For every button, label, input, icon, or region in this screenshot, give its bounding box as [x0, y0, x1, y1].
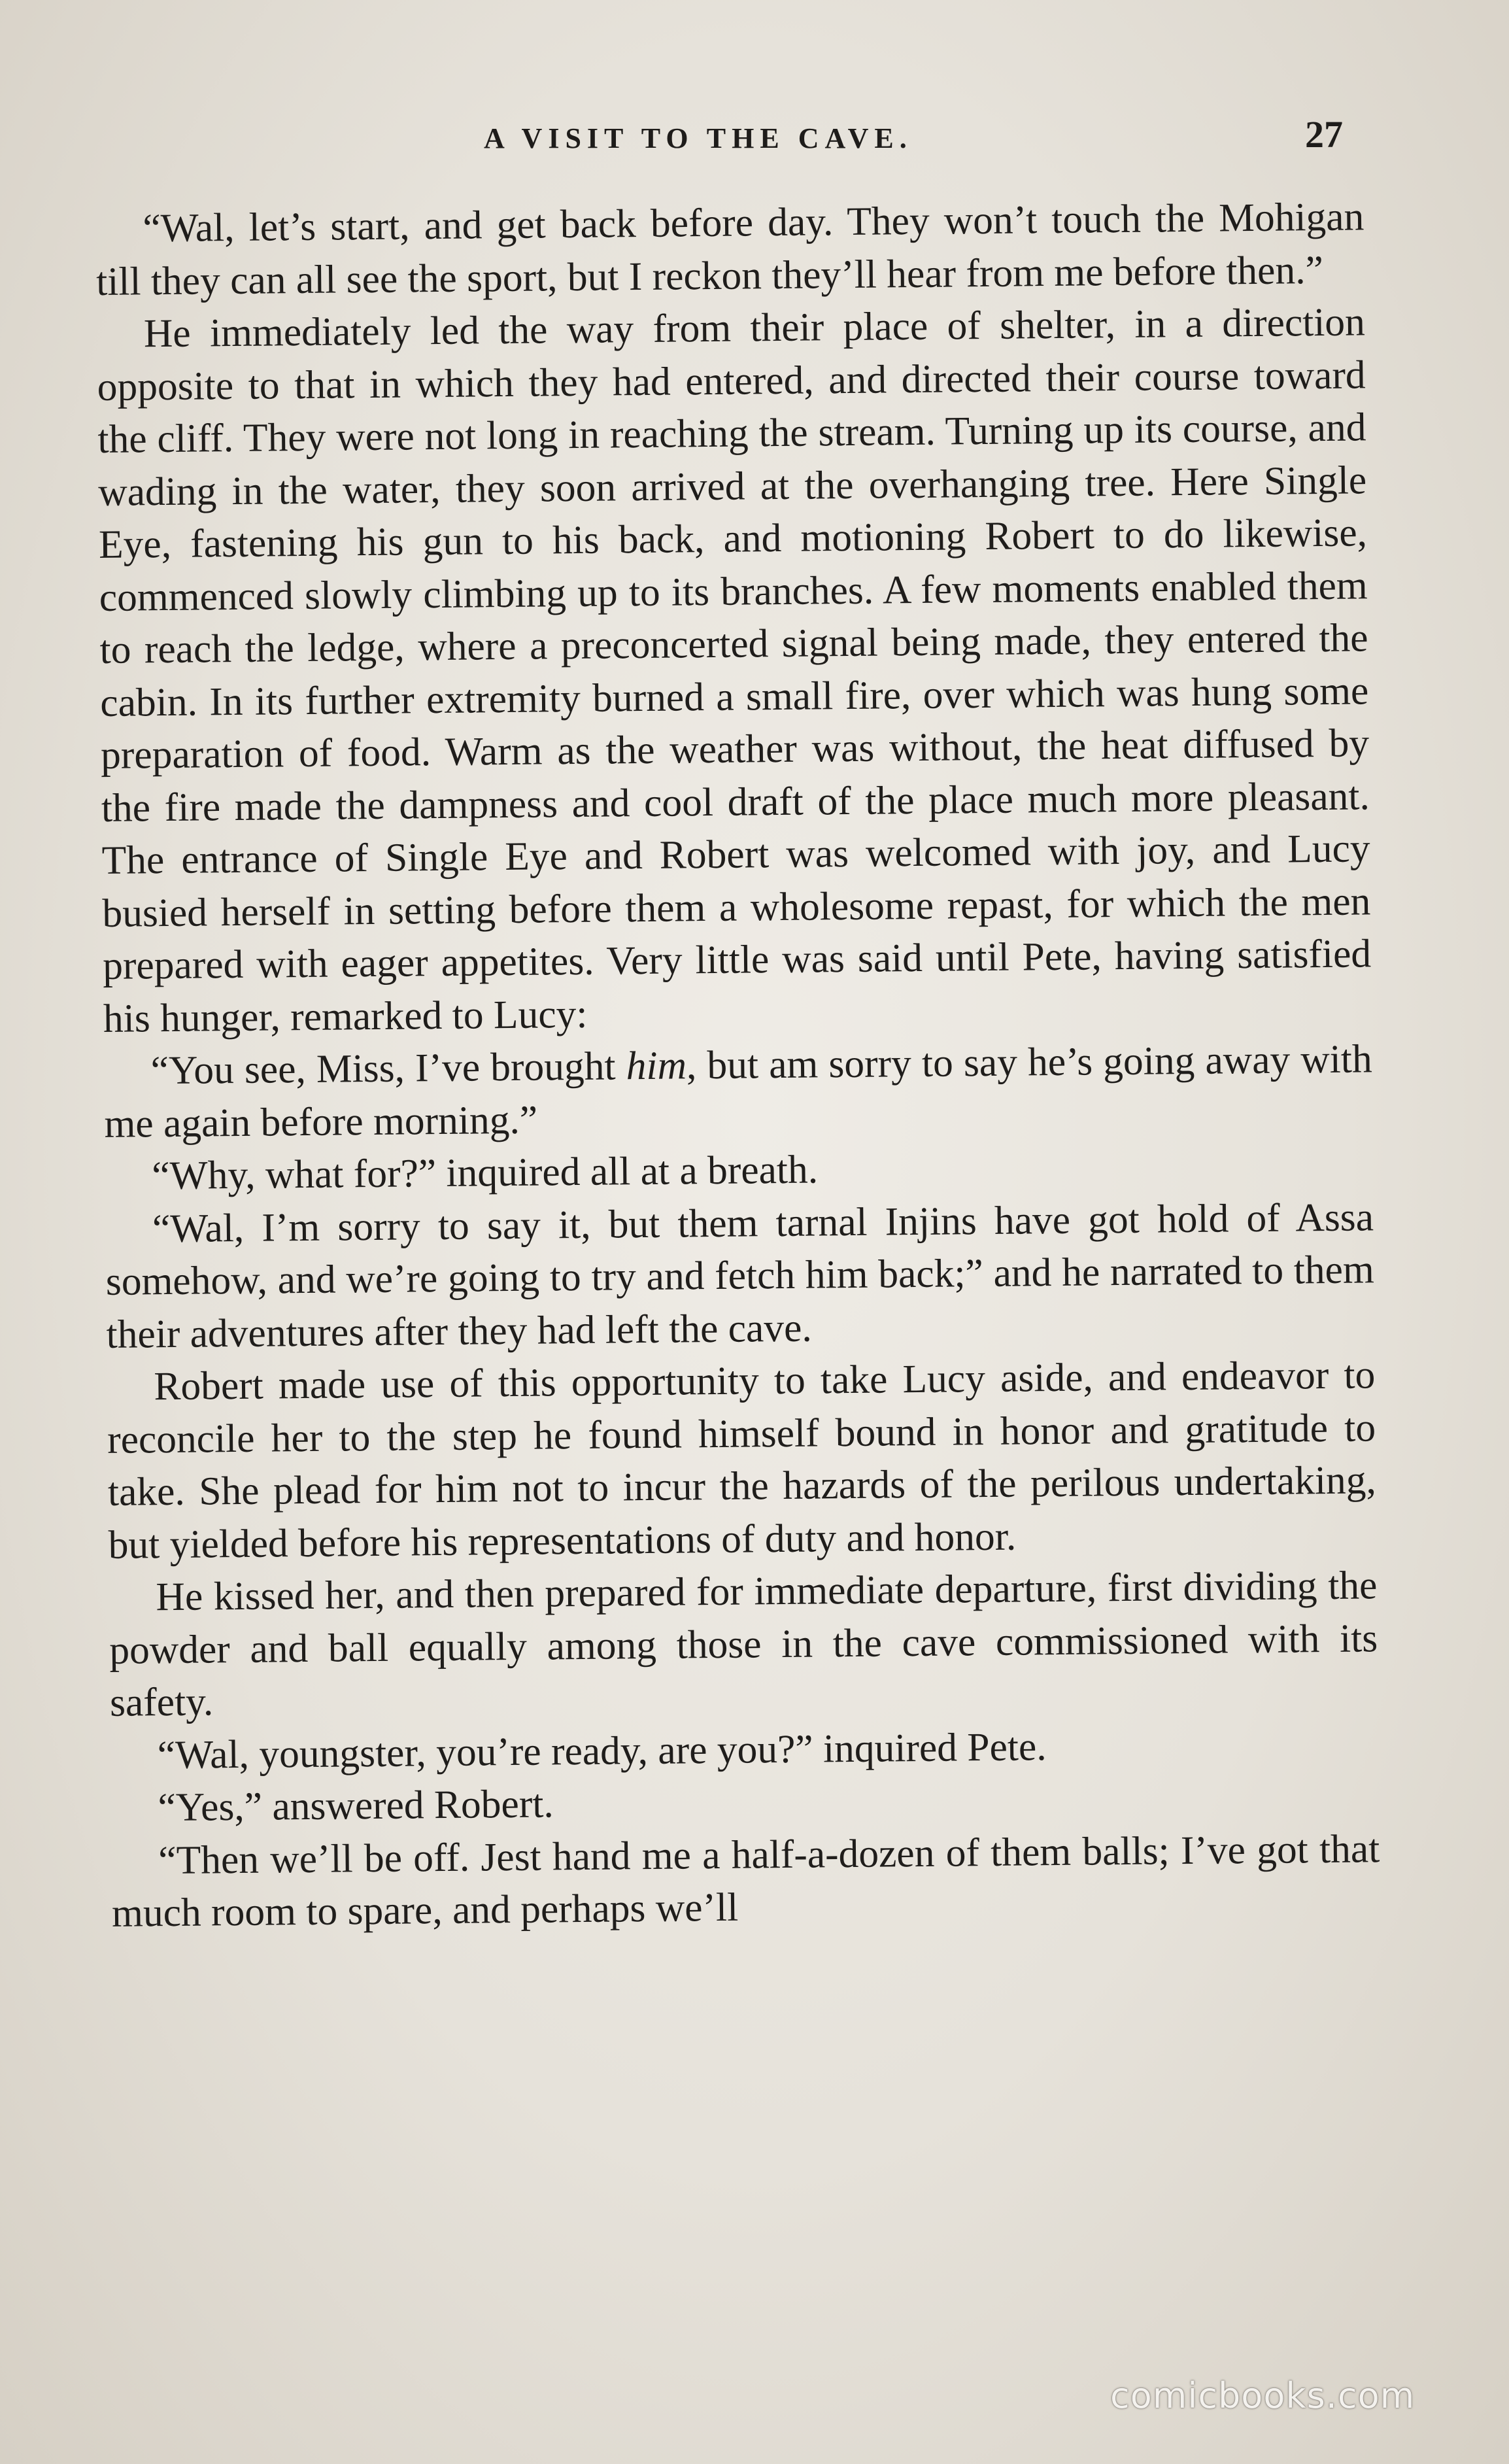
- paragraph-2: He immediately led the way from their place of shelter, in a direction opposite to that in which they had entered, and directed their course toward the cliff. They were not long in reaching the stream. Turning up its course, and wading in the water, they soon arrived at the overhanging tree. Here Single Eye, fastening his gun to his back, and motioning Robert to do likewise, commenced slowly climbing up to its branches. A few moments enabled them to reach the ledge, where a preconcerted signal being made, they entered the cabin. In its further extremity burned a small fire, over which was hung some preparation of food. Warm as the weather was without, the heat diffused by the fire made the dampness and cool draft of the place much more pleasant. The entrance of Single Eye and Robert was welcomed with joy, and Lucy busied herself in setting before them a wholesome repast, for which the men prepared with eager appetites. Very little was said until Pete, having satisfied his hunger, remarked to Lucy:: [97, 299, 1372, 1041]
- page-number: 27: [1305, 113, 1343, 156]
- paragraph-8: “Wal, youngster, you’re ready, are you?” inquired Pete.: [157, 1724, 1047, 1777]
- paragraph-5: “Wal, I’m sorry to say it, but them tarnal Injins have got hold of Assa somehow, and we’re going to try and fetch him back;” and he narrated to them their adventures after they had left the cave.: [105, 1194, 1375, 1357]
- paragraph-10: “Then we’ll be off. Jest hand me a half-a-dozen of them balls; I’ve got that much room to spare, and perhaps we’ll: [111, 1826, 1380, 1936]
- paragraph-7: He kissed her, and then prepared for immediate departure, first dividing the powder and ball equally among those in the cave commissioned with its safety.: [109, 1563, 1378, 1725]
- running-head-title: A VISIT TO THE CAVE.: [484, 122, 913, 154]
- paragraph-6: Robert made use of this opportunity to take Lucy aside, and endeavor to reconcile her to the step he found himself bound in honor and gratitude to take. She plead for him not to incur the hazards of the perilous undertaking, but yielded before his representations of duty and honor.: [107, 1352, 1377, 1567]
- paragraph-4: “Why, what for?” inquired all at a breath.: [151, 1147, 819, 1199]
- paragraph-1: “Wal, let’s start, and get back before day. They won’t touch the Mohigan till they can all see the sport, but I reckon they’ll hear from me before then.”: [95, 194, 1365, 304]
- paragraph-3-end: , but am sorry to say he’s going away with me again before morning.”: [104, 1036, 1372, 1146]
- running-head: [0, 115, 1509, 167]
- watermark-text: comicbooks.com: [1110, 2375, 1416, 2416]
- paragraph-9: “Yes,” answered Robert.: [158, 1781, 554, 1830]
- body-text: [95, 190, 1380, 1940]
- paragraph-3-start: “You see, Miss, I’ve brought: [150, 1044, 627, 1093]
- paragraph-3: [103, 1033, 1372, 1150]
- emphasized-word: him: [626, 1043, 687, 1089]
